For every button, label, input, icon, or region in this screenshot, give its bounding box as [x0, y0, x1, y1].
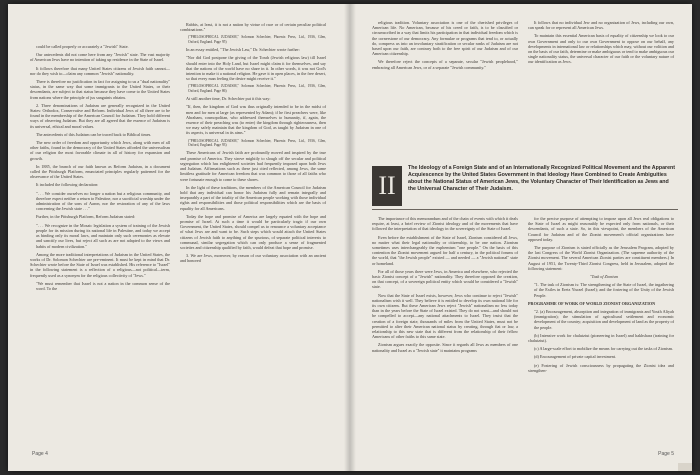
paragraph: To maintain this essential American basis of equality of citizenship we look to our own Government and only to our own Government to oppose on our behalf, any developments in international law or relationships which may, without our volition and on the basis of our faith, determine or make ambiguous or tend to make ambiguous our single nationality status, the universal character of our faith or the voluntary nature of our identification as Jews. [528, 33, 674, 65]
paragraph: 2. Three denominations of Judaism are generally recognized in the United States: Orthodox, Conservative and Reform. Individual Jews of all three are to be found in the membership of the American Council for Judaism. They hold different ways of observing Judaism. But they are all agreed that the essence of Judaism is its universal, ethical and moral values. [30, 102, 170, 129]
right-top-column-1 [372, 20, 518, 73]
paragraph: (e) Fostering of Jewish consciousness by propagating the Zionist idea and strengthen- [528, 362, 674, 373]
heading-rule [372, 209, 678, 210]
paragraph: PROGRAMME OF WORK OF WORLD ZIONIST ORGANIZATION [528, 300, 656, 306]
paragraph: It follows therefore that many United States citizens of Jewish faith cannot—nor do they wish to—claim any common "Jewish" nationality. [30, 65, 170, 76]
paragraph: In the light of these traditions, the members of the American Council for Judaism hold that any individual can honor his Judaism fully and remain integrally and inseparably a part of the totality of the American people working with those individual rights and responsibilities and those political responsibilities which are the basis of equality for all Americans. [180, 184, 326, 211]
paragraph: religious tradition. Voluntary association is one of the cherished privileges of American life. No American, because of his creed or faith, is to be classified or circumscribed in a way that limits his participation in that individual freedom which is the cornerstone of our democracy. Any formulae or programs that tend to, or actually do, compress us into an involuntary stratification or secular ranks of Judaism are not based upon our faith, are contrary both to the free spirit of our Judaism and of our American citizenship. [372, 20, 518, 57]
paragraph: ("PHILOSOPHICAL JUDAISM," Solomon Schechter, Phoenix Press, Ltd., 1936, Glen, Oxford, England. Page 93) [188, 138, 326, 148]
paragraph: 3. We are Jews, moreover, by reason of our voluntary association with an ancient and honored [180, 253, 326, 264]
paragraph: The antecedents of this Judaism can be traced back to Biblical times. [36, 131, 152, 137]
paragraph: Our antecedents did not come here from any "Jewish" state. The vast majority of American Jews have no intention of taking up residence in the State of Israel. [30, 52, 170, 63]
paragraph: for the precise purpose of attempting to impose upon all Jews real obligations to the State of Israel as might reasonably be expected only from nationals, or their descendants, of such a state. So, in this viewpoint, the members of the American Council for Judaism and of the Zionist movement's official organizations have opposed today. [528, 216, 674, 242]
paragraph: (c) A large-scale effort to mobilize the means for carrying out the tasks of Zionism. [534, 346, 674, 352]
paragraph: It follows that no individual Jew and no organization of Jews, including our own, can speak for or represent all American Jews. [528, 20, 674, 31]
paragraph: "Task of Zionism [589, 274, 619, 280]
paragraph: Even before the establishment of the State of Israel, Zionism considered all Jews, no matter what their legal nationality or citizenship, to be one nation. Zionism sometimes uses interchangeably the euphemism "one people." On the basis of this contention the Zionist movement argued for half a century, in the political forums of the world, that "the Jewish people" existed — and needed — a "Jewish national" state or homeland. [372, 234, 518, 266]
paragraph: "If, then, the kingdom of God was thus originally intended to be in the midst of men and for men at large (as represented by Adam); if he first preachers were, like Abraham, cosmopolitan, who addressed themselves to humanity, if, again, the essence of their preaching was (to enter) the kingdom through righteousness, then we may safely maintain that the kingdom of God, as taught by Judaism in one of its aspects, is universal in its aims." [186, 104, 326, 136]
right-top-column-2 [528, 20, 674, 68]
paragraph: For all of those years there were Jews, in America and elsewhere, who rejected the basic Zionist concept of a "Jewish" nationality. They therefore opposed the creation, on that concept, of a sovereign political entity which would be considered a "Jewish" state. [372, 268, 518, 290]
paragraph: The purpose of Zionism is stated officially as the Jerusalem Program, adopted by the last Congress of the World Zionist Organization. (The supreme authority of the Zionist movement. The several American Zionist parties are constituent members.) In August of 1951, the Twenty-Third Zionist Congress, held in Jerusalem, adopted the following statement: [528, 245, 674, 271]
right-page [350, 4, 692, 471]
paragraph: ". . . We consider ourselves no longer a nation but a religious community, and therefore expect neither a return to Palestine, nor a sacrificial worship under the administration of the sons of Aaron, nor the restoration of any of the laws concerning the Jewish state . . ." [36, 190, 170, 212]
paragraph: The new order of freedom and opportunity which Jews, along with men of all other faiths, found in the democracy of the United States afforded the universalism of our religion the most favorable climate in all of history for expansion and growth. [30, 140, 170, 161]
paragraph: Now that the State of Israel exists, however, Jews who continue to reject "Jewish" nationalism wish it well. They believe it is entitled to develop its own national life for its own citizens. But these American Jews reject "Jewish" nationalism no less today than in the years before the State of Israel existed. They do not want—and should not be compelled to accept—any national attachments to Israel. They insist that the creation of a foreign state, thousands of miles from the United States, must not be permitted to alter their American national status by creating, through fiat or law, a relationship to this new state that is different from the relationship of their fellow Americans of other faiths to this same state. [372, 292, 518, 340]
paragraph: At still another time, Dr. Schechter put it this way: [186, 96, 271, 102]
paragraph: Zionism argues exactly the opposite. Since it regards all Jews as members of one nationality and Israel as a "Jewish state" it maintains programs [372, 342, 518, 353]
left-page [8, 4, 350, 471]
paragraph: The importance of this memorandum and of the chain of events with which it deals require, at least, a brief review of Zionist ideology and of the movements that have followed the interpretation of that ideology in the sovereignty of the State of Israel. [372, 216, 518, 232]
paragraph: In 1885, the branch of our faith known as Reform Judaism, in a document called the Pittsburgh Platform, enunciated principles regularly patterned for the observance of the United States. [30, 163, 170, 180]
page-corner [678, 463, 692, 471]
paragraph: ". . . We recognize in the Mosaic legislation a system of training of the Jewish people for its mission during its national life in Palestine, and today we accept as binding only its moral laws, and maintain only such ceremonies as elevate and sanctify our lives, but reject all such as are not adapted to the views and habits of modern civilization." [36, 222, 170, 249]
left-column-2 [180, 22, 326, 267]
paragraph: could be called properly or accurately a "Jewish" State. [36, 44, 129, 49]
right-bottom-column-2 [528, 216, 674, 376]
paragraph: It included the following declaration: [36, 182, 99, 188]
page-number-left: Page 4 [32, 451, 48, 457]
paragraph: We therefore reject the concepts of a separate, secular "Jewish peoplehood," embracing all American Jews, or of a separate "Jewish community." [372, 59, 518, 70]
paragraph: (b) Intensive work for chalutziut (pioneering in Israel) and hakhshara (training for chalutziut). [528, 332, 674, 344]
paragraph: ("PHILOSOPHICAL JUDAISM," Solomon Schechter, Phoenix Press, Ltd., 1936, Glen, Oxford, England. Page 86) [188, 84, 326, 93]
paragraph: "2. (a) Encouragement, absorption and integration of immigrants and Youth Aliyah (immigration); the stimulation of agricultural settlement and economic development of the country; acquisition and development of land as the property of the people. [534, 309, 674, 330]
paragraph: Further, in the Pittsburgh Platform, Reform Judaism stated: [36, 214, 136, 220]
paragraph: ("PHILOSOPHICAL JUDAISM," Solomon Schechter, Phoenix Press, Ltd., 1936, Glen, Oxford, England. Page 95) [188, 35, 326, 44]
paragraph: (d) Encouragement of private capital investment. [534, 354, 617, 360]
section-numeral: II [372, 166, 402, 206]
left-column-1 [30, 44, 170, 294]
paragraph: "Nor did God postpone the giving of the Torah (Jewish religious law) till Israel should enter into the Holy Land, but Israel might claim it for themselves, and say that the nations of the world have no share in it. In other words, it was not God's intention to make it a national religion. He gave it in open places, in the free desert, so that every man feeling the desire might receive it." [186, 55, 326, 82]
paragraph: "1. The task of Zionism is: The strengthening of the State of Israel, the ingathering of the Exiles in Eretz Yisrael (Israel); and the fostering of the Unity of the Jewish People. [534, 282, 674, 298]
section-heading: The Ideology of a Foreign State and of an Internationally Recognized Political Movement and the Apparent Acquiescence by the United States Government in that Ideology Have Combined to Create Ambiguities about the National Status of American Jews, the Voluntary Character of Their Identification as Jews and the Universal Character of Their Judaism. [408, 165, 676, 192]
right-bottom-column-1 [372, 216, 518, 356]
paragraph: These Americans of Jewish faith are profoundly moved and inspired by the true and promise of America. They strove mightily to slough off the secular and political segregation which has enlightened societies had frequently imposed upon both Jews and Judaism. Affirmations such as these just cited reflected, among Jews, the same limitless gratitude for American freedom that was common to those of all faiths who were fortunate enough to come to these shores. [180, 150, 326, 182]
paragraph: Rabbis, at least, it is not a nation by virtue of race or of certain peculiar political combinations." [180, 22, 326, 33]
paragraph: Among the more traditional interpretations of Judaism in the United States, the works of Dr. Solomon Schechter are pre-eminent. It must be kept in mind that Dr. Schechter wrote before the State of Israel was established. His reference to "Israel" in the following statement is a reflection of a religious—not political—term, frequently used as a synonym for the religious collectivity of "Jews." [30, 251, 170, 278]
page-number-right: Page 5 [658, 451, 674, 457]
paragraph: In an essay entitled, "The Jewish Law," Dr. Schechter wrote further: [186, 47, 300, 53]
paragraph: "We must remember that Israel is not a nation in the common sense of the word. To the [36, 280, 170, 291]
paragraph: Today the hope and promise of America are largely equated with the hope and promise of Israel. At such a time it would be particularly tragic if our own Government, the United States, should compel us to renounce a voluntary acceptance of what Jews are and want to be. Such steps which would attach the United States citizens of Jewish faith to anything of the spurious, of separate political interests to communal, similar segregation which can only produce a sense of fragmented societies and citizenship qualified by faith, would defeat that hope and promise. [180, 213, 326, 250]
booklet-spread [8, 4, 692, 471]
paragraph: There is therefore no justification in fact for assigning to us a "dual nationality" status, in the same way that some immigrants to the United States, or their descendants, are subject to that status because they have come to the United States from nations where the principle of jus sanguinis obtains. [30, 79, 170, 100]
